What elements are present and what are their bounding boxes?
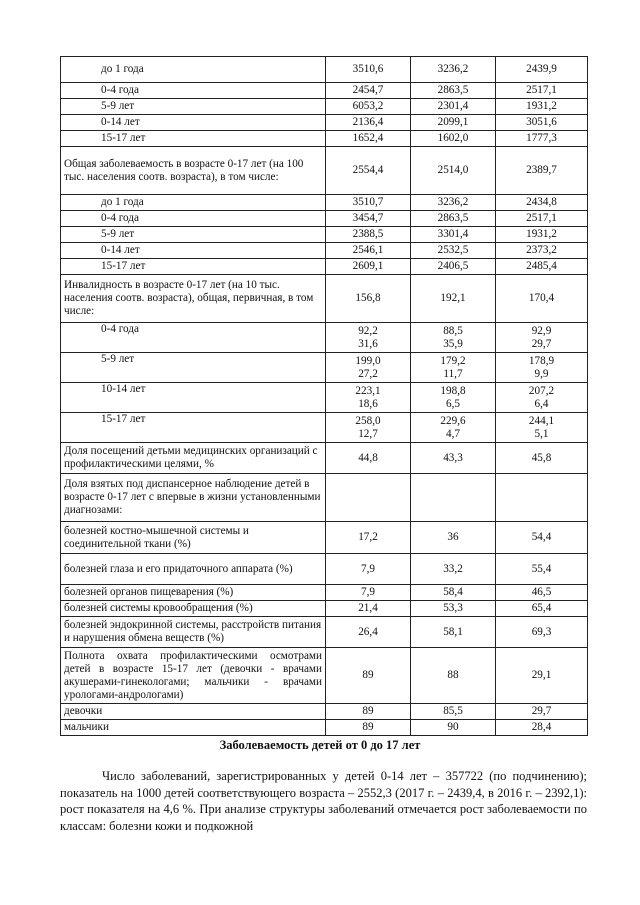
table-row <box>61 57 588 83</box>
section-heading: Заболеваемость детей от 0 до 17 лет <box>219 738 421 752</box>
row-label: девочки <box>61 704 326 720</box>
value-cell: 43,3 <box>411 443 496 474</box>
value-cell: 21,4 <box>326 601 411 617</box>
table-row <box>61 601 588 617</box>
table-row <box>61 83 588 99</box>
row-label: Инвалидность в возрасте 0-17 лет (на 10 тыс. населения соотв. возраста), общая, первичная, в том числе: <box>61 275 326 323</box>
value-cell: 2301,4 <box>411 99 496 115</box>
value-cell: 2609,1 <box>326 259 411 275</box>
value-cell: 7,9 <box>326 554 411 585</box>
primary-value: 6,4 <box>534 397 549 410</box>
value-cell: 2554,4 <box>326 147 411 195</box>
primary-value: 29,7 <box>531 337 552 350</box>
row-label: болезней органов пищеварения (%) <box>61 585 326 601</box>
total-value: 244,1 <box>528 414 555 427</box>
value-cell: 33,2 <box>411 554 496 585</box>
row-label: 15-17 лет <box>61 413 326 443</box>
table-row <box>61 585 588 601</box>
row-label: 0-14 лет <box>61 243 326 259</box>
total-value: 92,9 <box>531 324 552 337</box>
value-cell: 2434,8 <box>496 195 588 211</box>
value-cell <box>411 353 496 383</box>
row-label: Полнота охвата профилактическими осмотрами детей в возрасте 15-17 лет (девочки - врачами акушерами-гинекологами; мальчики - врачами урологами-андрологами) <box>61 648 326 704</box>
row-label: болезней глаза и его придаточного аппарата (%) <box>61 554 326 585</box>
value-cell <box>326 353 411 383</box>
table-row <box>61 275 588 323</box>
value-cell <box>496 474 588 522</box>
value-cell: 28,4 <box>496 720 588 736</box>
total-value: 229,6 <box>440 414 466 427</box>
value-cell: 2517,1 <box>496 211 588 227</box>
value-cell: 58,1 <box>411 617 496 648</box>
value-cell: 89 <box>326 704 411 720</box>
value-cell: 2485,4 <box>496 259 588 275</box>
table-row <box>61 383 588 413</box>
row-label: болезней системы кровообращения (%) <box>61 601 326 617</box>
value-cell: 1931,2 <box>496 227 588 243</box>
table-row <box>61 720 588 736</box>
value-cell: 1652,4 <box>326 131 411 147</box>
value-cell: 2546,1 <box>326 243 411 259</box>
value-cell: 3454,7 <box>326 211 411 227</box>
table-row <box>61 147 588 195</box>
total-value: 198,8 <box>440 384 466 397</box>
primary-value: 4,7 <box>446 427 460 440</box>
value-cell: 6053,2 <box>326 99 411 115</box>
value-cell: 3510,6 <box>326 57 411 83</box>
value-cell: 2388,5 <box>326 227 411 243</box>
value-cell: 3301,4 <box>411 227 496 243</box>
row-label: 5-9 лет <box>61 227 326 243</box>
primary-value: 9,9 <box>534 367 549 380</box>
table-row <box>61 243 588 259</box>
value-cell: 17,2 <box>326 522 411 554</box>
value-cell <box>411 413 496 443</box>
total-value: 199,0 <box>355 354 381 367</box>
value-cell: 2389,7 <box>496 147 588 195</box>
row-label: 0-4 года <box>61 211 326 227</box>
primary-value: 18,6 <box>358 397 378 410</box>
value-cell: 89 <box>326 720 411 736</box>
total-value: 179,2 <box>440 354 466 367</box>
value-cell <box>411 323 496 353</box>
total-value: 88,5 <box>443 324 463 337</box>
value-cell <box>411 474 496 522</box>
table-row <box>61 648 588 704</box>
value-cell: 54,4 <box>496 522 588 554</box>
primary-value: 12,7 <box>358 427 378 440</box>
value-cell: 29,7 <box>496 704 588 720</box>
row-label: 15-17 лет <box>61 259 326 275</box>
value-cell: 58,4 <box>411 585 496 601</box>
value-cell: 69,3 <box>496 617 588 648</box>
value-cell: 192,1 <box>411 275 496 323</box>
value-cell: 2863,5 <box>411 211 496 227</box>
table-row <box>61 259 588 275</box>
value-cell: 3236,2 <box>411 57 496 83</box>
value-cell: 65,4 <box>496 601 588 617</box>
row-label: до 1 года <box>61 57 326 83</box>
row-label: 10-14 лет <box>61 383 326 413</box>
value-cell <box>326 323 411 353</box>
row-label: Общая заболеваемость в возрасте 0-17 лет (на 100 тыс. населения соотв. возраста), в том числе: <box>61 147 326 195</box>
value-cell: 170,4 <box>496 275 588 323</box>
table-row <box>61 353 588 383</box>
value-cell: 2373,2 <box>496 243 588 259</box>
table-row <box>61 131 588 147</box>
row-label: 0-4 года <box>61 83 326 99</box>
table-row <box>61 413 588 443</box>
value-cell: 46,5 <box>496 585 588 601</box>
table-row <box>61 99 588 115</box>
value-cell: 55,4 <box>496 554 588 585</box>
value-cell: 2099,1 <box>411 115 496 131</box>
primary-value: 11,7 <box>443 367 463 380</box>
table-row <box>61 474 588 522</box>
value-cell: 2863,5 <box>411 83 496 99</box>
table-row <box>61 195 588 211</box>
primary-value: 31,6 <box>358 337 378 350</box>
value-cell: 45,8 <box>496 443 588 474</box>
table-row <box>61 227 588 243</box>
value-cell <box>411 383 496 413</box>
table-row <box>61 115 588 131</box>
value-cell: 85,5 <box>411 704 496 720</box>
value-cell: 3051,6 <box>496 115 588 131</box>
value-cell <box>326 383 411 413</box>
body-paragraph: Число заболеваний, зарегистрированных у детей 0-14 лет – 357722 (по подчинению); показатель на 1000 детей соответствующего возраста – 2552,3 (2017 г. – 2439,4, в 2016 г. – 2392,1): рост показателя на 4,6 %. При анализе структуры заболеваний отмечается рост заболеваемости по классам: болезни кожи и подкожной <box>60 769 587 833</box>
table-row <box>61 554 588 585</box>
table-row <box>61 704 588 720</box>
row-label: 0-14 лет <box>61 115 326 131</box>
row-label: болезней костно-мышечной системы и соединительной ткани (%) <box>61 522 326 554</box>
total-value: 223,1 <box>355 384 381 397</box>
value-cell <box>496 353 588 383</box>
primary-value: 27,2 <box>358 367 378 380</box>
value-cell: 1602,0 <box>411 131 496 147</box>
value-cell: 2406,5 <box>411 259 496 275</box>
value-cell: 44,8 <box>326 443 411 474</box>
table-row <box>61 443 588 474</box>
row-label: Доля взятых под диспансерное наблюдение детей в возрасте 0-17 лет с впервые в жизни установленными диагнозами: <box>61 474 326 522</box>
value-cell: 2136,4 <box>326 115 411 131</box>
total-value: 258,0 <box>355 414 381 427</box>
row-label: мальчики <box>61 720 326 736</box>
value-cell: 3510,7 <box>326 195 411 211</box>
row-label: Доля посещений детьми медицинских организаций с профилактическими целями, % <box>61 443 326 474</box>
value-cell: 2514,0 <box>411 147 496 195</box>
table-row <box>61 323 588 353</box>
value-cell: 1931,2 <box>496 99 588 115</box>
value-cell: 90 <box>411 720 496 736</box>
value-cell <box>496 323 588 353</box>
row-label: болезней эндокринной системы, расстройств питания и нарушения обмена веществ (%) <box>61 617 326 648</box>
row-label: до 1 года <box>61 195 326 211</box>
row-label: 0-4 года <box>61 323 326 353</box>
primary-value: 6,5 <box>446 397 460 410</box>
value-cell: 3236,2 <box>411 195 496 211</box>
value-cell: 53,3 <box>411 601 496 617</box>
value-cell: 29,1 <box>496 648 588 704</box>
row-label: 5-9 лет <box>61 353 326 383</box>
table-row <box>61 522 588 554</box>
value-cell <box>326 413 411 443</box>
primary-value: 35,9 <box>443 337 463 350</box>
total-value: 178,9 <box>528 354 555 367</box>
primary-value: 5,1 <box>534 427 549 440</box>
value-cell: 36 <box>411 522 496 554</box>
value-cell: 2454,7 <box>326 83 411 99</box>
value-cell: 1777,3 <box>496 131 588 147</box>
value-cell <box>326 474 411 522</box>
value-cell: 26,4 <box>326 617 411 648</box>
value-cell: 7,9 <box>326 585 411 601</box>
row-label: 5-9 лет <box>61 99 326 115</box>
row-label: 15-17 лет <box>61 131 326 147</box>
table-row <box>61 617 588 648</box>
value-cell <box>496 383 588 413</box>
value-cell: 2439,9 <box>496 57 588 83</box>
total-value: 207,2 <box>528 384 555 397</box>
statistics-table-body <box>61 57 588 736</box>
value-cell: 89 <box>326 648 411 704</box>
value-cell <box>496 413 588 443</box>
value-cell: 88 <box>411 648 496 704</box>
statistics-table <box>60 56 588 736</box>
value-cell: 156,8 <box>326 275 411 323</box>
value-cell: 2532,5 <box>411 243 496 259</box>
total-value: 92,2 <box>358 324 378 337</box>
value-cell: 2517,1 <box>496 83 588 99</box>
table-row <box>61 211 588 227</box>
